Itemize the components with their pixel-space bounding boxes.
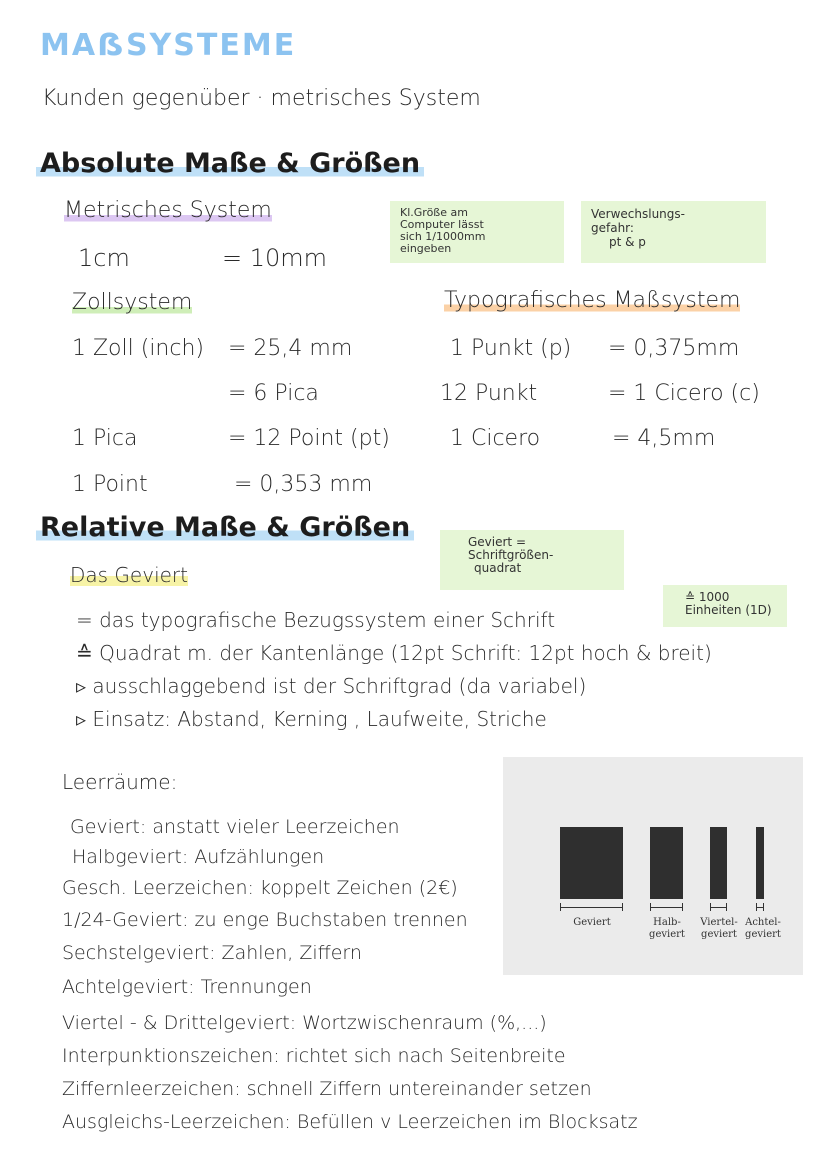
caption-viertelgeviert <box>697 917 741 941</box>
zoll-row-right: = 6 Pica <box>228 381 319 406</box>
typo-row-right: = 0,375mm <box>608 336 740 361</box>
note1-line: eingeben <box>400 242 452 255</box>
metric-left: 1cm <box>78 244 130 272</box>
page-title: MAẞSYSTEME <box>40 28 297 63</box>
note4-line: Einheiten (1D) <box>685 603 772 617</box>
caption-achtelgeviert <box>741 917 785 941</box>
metric-right: = 10mm <box>222 244 328 272</box>
leerraum-item: Halbgeviert: Aufzählungen <box>72 846 325 868</box>
note-confusion <box>581 201 766 263</box>
leerraum-item: Geviert: anstatt vieler Leerzeichen <box>70 816 400 838</box>
typo-heading-text: Typografisches Maßsystem <box>444 288 741 313</box>
note3-line: Schriftgrößen- <box>468 548 554 562</box>
zoll-heading-text: Zollsystem <box>72 290 193 315</box>
note-units <box>663 585 787 627</box>
note-computer-size <box>390 201 564 263</box>
bracket-tick <box>763 903 764 911</box>
geviert-heading-text: Das Geviert <box>70 563 188 587</box>
bracket-tick <box>726 903 727 911</box>
intro-line: Kunden gegenüber · metrisches System <box>42 86 481 111</box>
zoll-row-left: 1 Point <box>72 472 148 497</box>
geviert-bracket <box>560 907 623 908</box>
note1-line: Computer lässt <box>400 218 484 231</box>
geviert-line: ≙ Quadrat m. der Kantenlänge (12pt Schrift: 12pt hoch & breit) <box>76 641 712 665</box>
zoll-row-right: = 25,4 mm <box>228 336 353 361</box>
bracket-tick <box>682 903 683 911</box>
leerraeume-heading: Leerräume: <box>62 770 178 794</box>
caption-line: geviert <box>745 929 781 940</box>
relative-heading-text: Relative Maße & Größen <box>36 512 414 543</box>
note2-line: pt & p <box>609 235 646 249</box>
leerraum-item: 1/24-Geviert: zu enge Buchstaben trennen <box>62 909 468 931</box>
caption-line: geviert <box>649 929 685 940</box>
metric-heading <box>64 198 272 223</box>
note1-line: sich 1/1000mm <box>400 230 486 243</box>
zoll-heading <box>72 290 192 315</box>
halbgeviert-block <box>650 827 683 899</box>
note-geviert-def <box>440 530 624 590</box>
typo-row-right: = 1 Cicero (c) <box>608 381 760 406</box>
note3-line: quadrat <box>474 561 522 575</box>
note1-line: Kl.Größe am <box>400 206 468 219</box>
bracket-tick <box>560 903 561 911</box>
caption-line: Halb- <box>653 917 681 928</box>
leerraum-item: Interpunktionszeichen: richtet sich nach Seitenbreite <box>62 1045 566 1067</box>
typo-row-left: 12 Punkt <box>440 381 538 406</box>
bracket-tick <box>756 903 757 911</box>
geviert-block <box>560 827 623 899</box>
typo-heading <box>444 288 740 313</box>
typo-row-right: = 4,5mm <box>612 426 716 451</box>
leerraum-item: Ziffernleerzeichen: schnell Ziffern untereinander setzen <box>62 1078 592 1100</box>
caption-geviert: Geviert <box>573 917 611 928</box>
zoll-row-right: = 12 Point (pt) <box>228 426 390 451</box>
caption-line: Viertel- <box>700 917 738 928</box>
absolute-heading <box>36 148 424 179</box>
halb-bracket <box>650 907 683 908</box>
caption-line: geviert <box>701 929 737 940</box>
zoll-row-right: = 0,353 mm <box>234 472 373 497</box>
leerraum-item: Ausgleichs-Leerzeichen: Befüllen v Leerzeichen im Blocksatz <box>62 1111 638 1133</box>
bracket-tick <box>622 903 623 911</box>
leerraum-item: Viertel - & Drittelgeviert: Wortzwischenraum (%,...) <box>62 1012 547 1034</box>
leerraum-item: Sechstelgeviert: Zahlen, Ziffern <box>62 942 362 964</box>
metric-heading-text: Metrisches System <box>64 198 272 223</box>
viertelgeviert-block <box>710 827 727 899</box>
leerraum-item: Gesch. Leerzeichen: koppelt Zeichen (2€) <box>62 877 458 899</box>
bracket-tick <box>710 903 711 911</box>
typo-row-left: 1 Punkt (p) <box>450 336 572 361</box>
achtelgeviert-block <box>756 827 764 899</box>
zoll-row-left: 1 Pica <box>72 426 138 451</box>
caption-line: Achtel- <box>745 917 781 928</box>
relative-heading <box>36 512 414 543</box>
typo-row-left: 1 Cicero <box>450 426 541 451</box>
bracket-tick <box>650 903 651 911</box>
leerraum-item: Achtelgeviert: Trennungen <box>62 976 312 998</box>
absolute-heading-text: Absolute Maße & Größen <box>36 148 424 179</box>
note2-line: gefahr: <box>591 221 634 235</box>
zoll-row-left: 1 Zoll (inch) <box>72 336 204 361</box>
geviert-heading <box>70 563 188 587</box>
caption-halbgeviert <box>643 917 691 941</box>
note4-line: ≙ 1000 <box>685 590 730 604</box>
note3-line: Geviert = <box>468 535 527 549</box>
geviert-figure <box>503 757 803 975</box>
geviert-line: = das typografische Bezugssystem einer Schrift <box>76 608 556 632</box>
viertel-bracket <box>710 907 727 908</box>
geviert-line: ▹ Einsatz: Abstand, Kerning , Laufweite, Striche <box>76 707 547 731</box>
geviert-line: ▹ ausschlaggebend ist der Schriftgrad (da variabel) <box>76 674 587 698</box>
note2-line: Verwechslungs- <box>591 207 685 221</box>
